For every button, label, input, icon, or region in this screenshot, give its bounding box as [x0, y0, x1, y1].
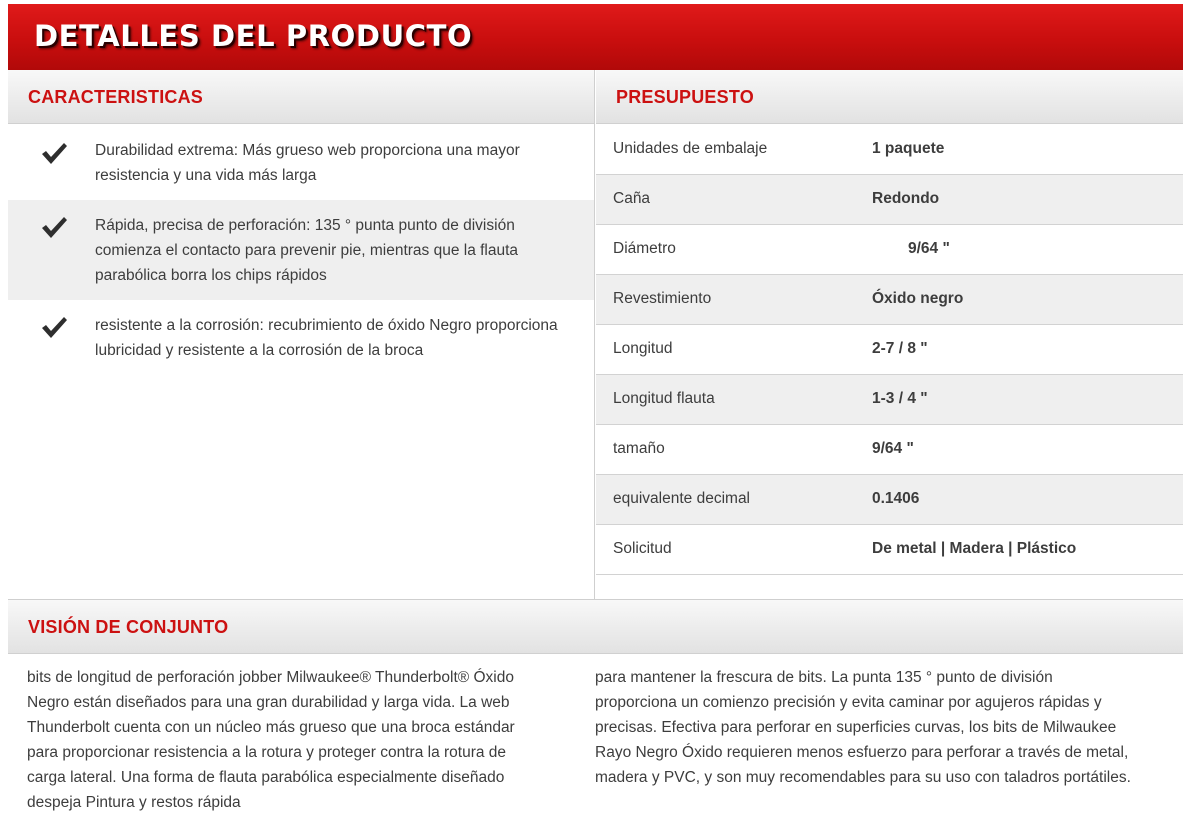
overview-line: Rayo Negro Óxido requieren menos esfuerzo para perforar a través de metal, — [595, 744, 1129, 761]
spec-label: equivalente decimal — [613, 490, 751, 507]
spec-row — [596, 175, 1183, 225]
features-header — [8, 70, 594, 124]
overview-text-right — [595, 665, 1170, 790]
spec-label: Longitud flauta — [613, 390, 715, 407]
spec-row — [596, 225, 1183, 275]
overview-line: para proporcionar resistencia a la rotura y proteger contra la rotura de — [27, 744, 507, 761]
overview-line: Negro están diseñados para una gran durabilidad y larga vida. La web — [27, 694, 510, 711]
spec-value: Óxido negro — [872, 290, 964, 307]
spec-label: Solicitud — [613, 540, 672, 557]
features-heading: CARACTERISTICAS — [28, 87, 204, 107]
spec-value: 2-7 / 8 " — [872, 340, 928, 357]
overview-header — [8, 600, 1183, 654]
check-icon — [40, 141, 68, 175]
feature-item — [8, 300, 594, 375]
spec-label: Diámetro — [613, 240, 676, 257]
feature-item — [8, 200, 594, 300]
spec-row — [596, 525, 1183, 575]
spec-row — [596, 125, 1183, 175]
feature-item — [8, 125, 594, 200]
overview-line: precisas. Efectiva para perforar en superficies curvas, los bits de Milwaukee — [595, 719, 1117, 736]
feature-text: Rápida, precisa de perforación: 135 ° punta punto de división comienza el contacto para prevenir pie, mientras que la flauta parabólica borra los chips rápidos — [95, 217, 519, 284]
overview-line: Thunderbolt cuenta con un núcleo más grueso que una broca estándar — [27, 719, 515, 736]
spec-value: De metal | Madera | Plástico — [872, 540, 1077, 557]
overview-line: despeja Pintura y restos rápida — [27, 794, 241, 811]
page-title: DETALLES DEL PRODUCTO — [34, 19, 473, 53]
overview-line: carga lateral. Una forma de flauta parabólica especialmente diseñado — [27, 769, 505, 786]
overview-line: bits de longitud de perforación jobber Milwaukee® Thunderbolt® Óxido — [27, 669, 514, 686]
spec-label: Revestimiento — [613, 290, 712, 307]
spec-row — [596, 325, 1183, 375]
spec-value: 0.1406 — [872, 490, 920, 507]
spec-label: tamaño — [613, 440, 665, 457]
spec-row — [596, 425, 1183, 475]
overview-line: para mantener la frescura de bits. La punta 135 ° punto de división — [595, 669, 1053, 686]
spec-value: 9/64 " — [908, 240, 950, 257]
feature-text: resistente a la corrosión: recubrimiento de óxido Negro proporciona lubricidad y resistente a la corrosión de la broca — [95, 317, 558, 359]
check-icon — [40, 215, 68, 249]
check-icon — [40, 315, 68, 349]
spec-value: 1 paquete — [872, 140, 945, 157]
spec-row — [596, 375, 1183, 425]
title-banner — [8, 4, 1183, 70]
spec-label: Longitud — [613, 340, 673, 357]
spec-label: Caña — [613, 190, 651, 207]
spec-row — [596, 275, 1183, 325]
column-divider — [594, 70, 595, 600]
budget-heading: PRESUPUESTO — [616, 87, 754, 107]
feature-text: Durabilidad extrema: Más grueso web proporciona una mayor resistencia y una vida más larga — [95, 142, 520, 184]
overview-heading: VISIÓN DE CONJUNTO — [28, 617, 229, 637]
spec-value: Redondo — [872, 190, 940, 207]
overview-line: proporciona un comienzo precisión y evita caminar por agujeros rápidas y — [595, 694, 1102, 711]
budget-header — [596, 70, 1183, 124]
overview-text-left — [27, 665, 572, 815]
spec-label: Unidades de embalaje — [613, 140, 768, 157]
spec-value: 9/64 " — [872, 440, 914, 457]
spec-value: 1-3 / 4 " — [872, 390, 928, 407]
spec-row — [596, 475, 1183, 525]
overview-line: madera y PVC, y son muy recomendables para su uso con taladros portátiles. — [595, 769, 1131, 786]
